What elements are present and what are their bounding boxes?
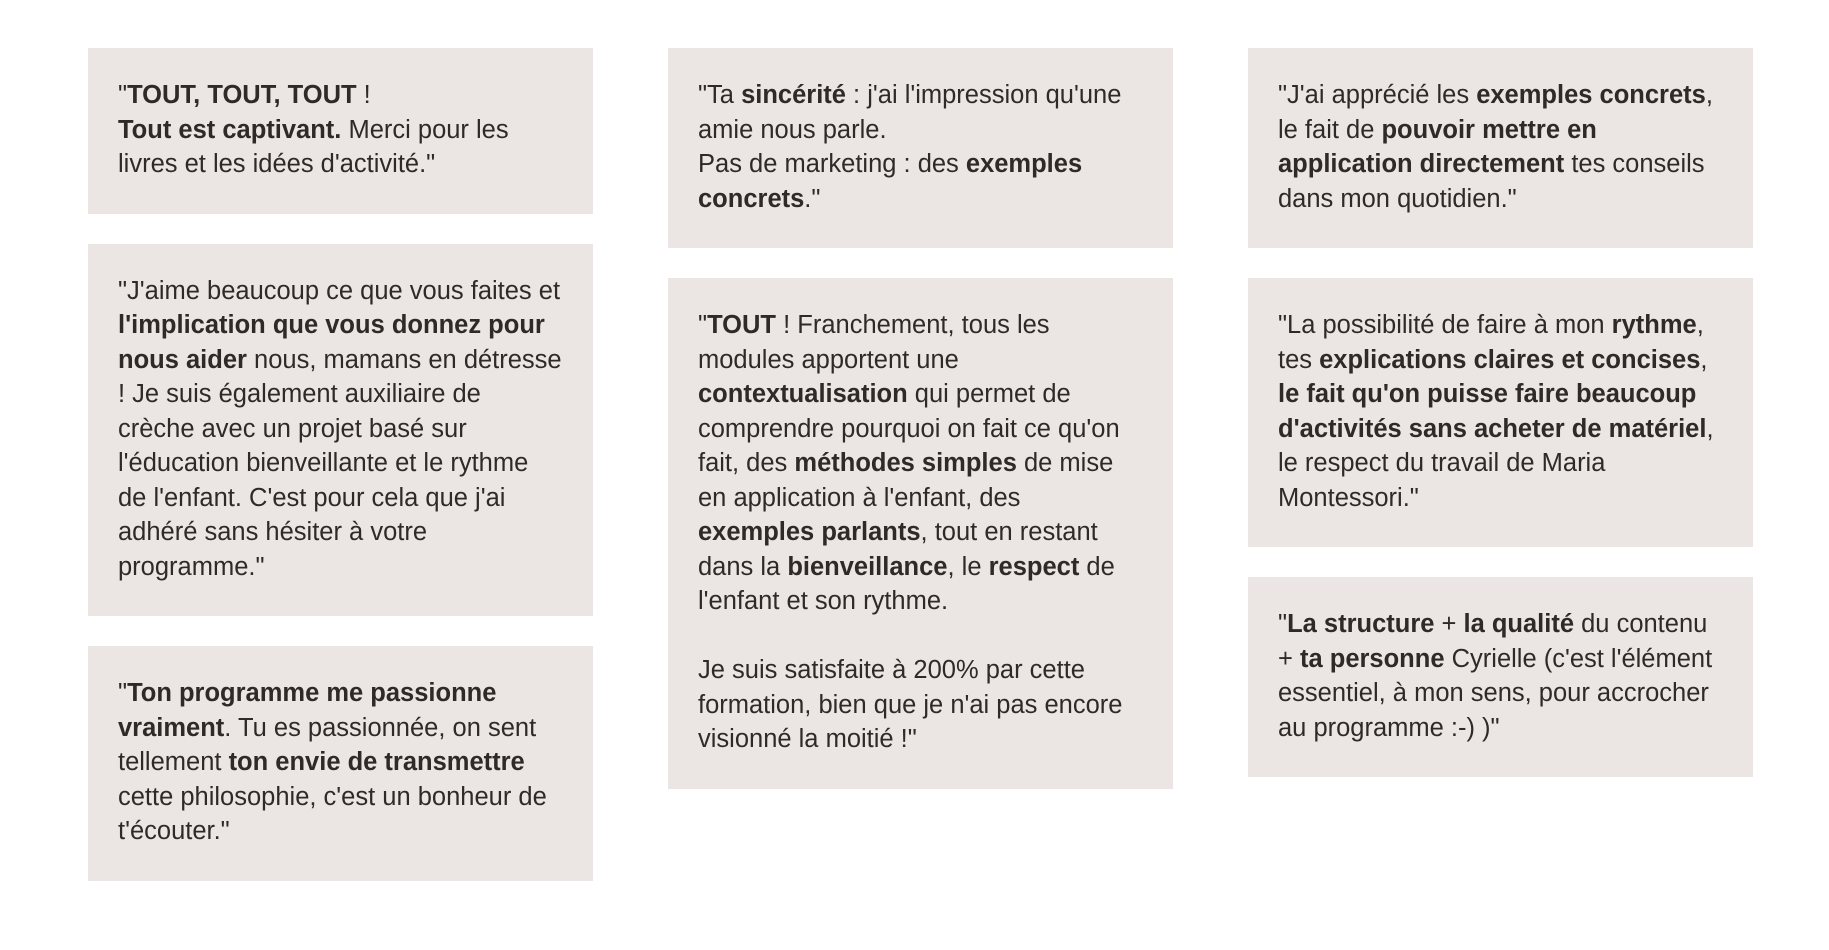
quote-text: , le bbox=[947, 552, 989, 581]
quote-text: , bbox=[1700, 345, 1708, 374]
quote-text: "J'aime beaucoup ce que vous faites et bbox=[118, 276, 561, 305]
quote-highlight: respect bbox=[988, 552, 1080, 581]
quote-highlight: la qualité bbox=[1463, 610, 1575, 638]
quote-text: qui permet de comprendre pourquoi on fait ce qu'on fait, des bbox=[698, 380, 1120, 477]
testimonial-quote bbox=[698, 308, 1143, 619]
quote-text: . Tu es passionnée, on sent tellement bbox=[118, 713, 537, 776]
quote-text: " bbox=[1278, 610, 1288, 638]
quote-text: ! bbox=[356, 81, 371, 109]
testimonial-card bbox=[668, 48, 1173, 248]
quote-text: , tes bbox=[1278, 311, 1704, 374]
testimonial-column-3 bbox=[1248, 48, 1753, 807]
testimonial-card bbox=[88, 244, 593, 617]
testimonial-quote bbox=[698, 78, 1143, 216]
testimonial-quote bbox=[118, 78, 563, 182]
testimonial-quote bbox=[118, 274, 563, 585]
testimonial-card bbox=[88, 646, 593, 881]
quote-text: Merci pour les livres et les idées d'activité." bbox=[118, 115, 509, 178]
testimonial-card bbox=[1248, 577, 1753, 777]
quote-highlight: exemples parlants bbox=[698, 518, 921, 546]
quote-highlight: le fait qu'on puisse faire beaucoup d'activités sans acheter de matériel bbox=[1278, 380, 1707, 443]
quote-text: cette philosophie, c'est un bonheur de t'écouter." bbox=[118, 782, 547, 845]
quote-text: ." bbox=[804, 184, 821, 213]
testimonial-card bbox=[88, 48, 593, 214]
quote-text: de l'enfant et son rythme. bbox=[698, 552, 1115, 615]
quote-highlight: TOUT, TOUT, TOUT bbox=[127, 81, 357, 109]
quote-highlight: ton envie de transmettre bbox=[228, 748, 525, 776]
testimonial-quote bbox=[1278, 78, 1723, 216]
testimonial-quote bbox=[1278, 607, 1723, 745]
testimonial-quote bbox=[698, 653, 1143, 757]
quote-highlight: explications claires et concises bbox=[1319, 345, 1701, 374]
quote-highlight: La structure bbox=[1287, 610, 1435, 638]
quote-text: du contenu + bbox=[1278, 610, 1708, 673]
quote-text: , le fait de bbox=[1278, 81, 1713, 144]
quote-text: , tout en restant dans la bbox=[698, 518, 1098, 581]
quote-highlight: sincérité bbox=[741, 81, 846, 109]
quote-text: " bbox=[118, 81, 128, 109]
quote-highlight: ta personne bbox=[1299, 644, 1445, 673]
quote-text: " bbox=[118, 679, 128, 707]
quote-text: ! Franchement, tous les modules apportent une bbox=[698, 311, 1050, 374]
quote-highlight: bienveillance bbox=[787, 552, 948, 581]
testimonial-column-1 bbox=[88, 48, 593, 911]
quote-highlight: exemples concrets bbox=[698, 150, 1083, 213]
quote-text: tes conseils dans mon quotidien." bbox=[1278, 150, 1705, 213]
quote-text: " bbox=[698, 311, 708, 339]
quote-highlight: pouvoir mettre en application directement bbox=[1278, 115, 1597, 178]
quote-text: + bbox=[1434, 610, 1464, 638]
testimonial-quote bbox=[118, 676, 563, 849]
testimonial-card bbox=[1248, 278, 1753, 547]
quote-highlight: exemples concrets bbox=[1476, 81, 1706, 109]
quote-highlight: TOUT bbox=[707, 311, 777, 339]
quote-text: nous, mamans en détresse ! Je suis également auxiliaire de crèche avec un projet basé sur l'éducation bienveillante et le rythme de l'enfant. C'est pour cela que j'ai adhéré sans hésiter à votre programme." bbox=[118, 345, 562, 581]
quote-text: de mise en application à l'enfant, des bbox=[698, 449, 1114, 512]
testimonial-column-2 bbox=[668, 48, 1173, 819]
quote-highlight: l'implication que vous donnez pour nous aider bbox=[118, 311, 545, 374]
testimonial-quote bbox=[1278, 308, 1723, 515]
quote-highlight: Tout est captivant. bbox=[118, 115, 342, 144]
quote-highlight: contextualisation bbox=[698, 380, 908, 408]
quote-text: "Ta bbox=[698, 81, 742, 109]
quote-highlight: Ton programme me passionne vraiment bbox=[118, 679, 497, 742]
quote-highlight: rythme bbox=[1611, 311, 1697, 339]
quote-text: "La possibilité de faire à mon bbox=[1278, 311, 1612, 339]
quote-text: , le respect du travail de Maria Montessori." bbox=[1278, 414, 1714, 512]
quote-text: Cyrielle (c'est l'élément essentiel, à mon sens, pour accrocher au programme :-) )" bbox=[1278, 644, 1713, 742]
quote-text: : j'ai l'impression qu'une amie nous parle. bbox=[698, 81, 1122, 144]
testimonial-card bbox=[668, 278, 1173, 789]
quote-highlight: méthodes simples bbox=[794, 449, 1017, 477]
quote-text: Je suis satisfaite à 200% par cette formation, bien que je n'ai pas encore visionné la moitié !" bbox=[698, 656, 1123, 753]
quote-text: Pas de marketing : des bbox=[698, 150, 966, 178]
testimonial-card bbox=[1248, 48, 1753, 248]
quote-text: "J'ai apprécié les bbox=[1278, 81, 1477, 109]
